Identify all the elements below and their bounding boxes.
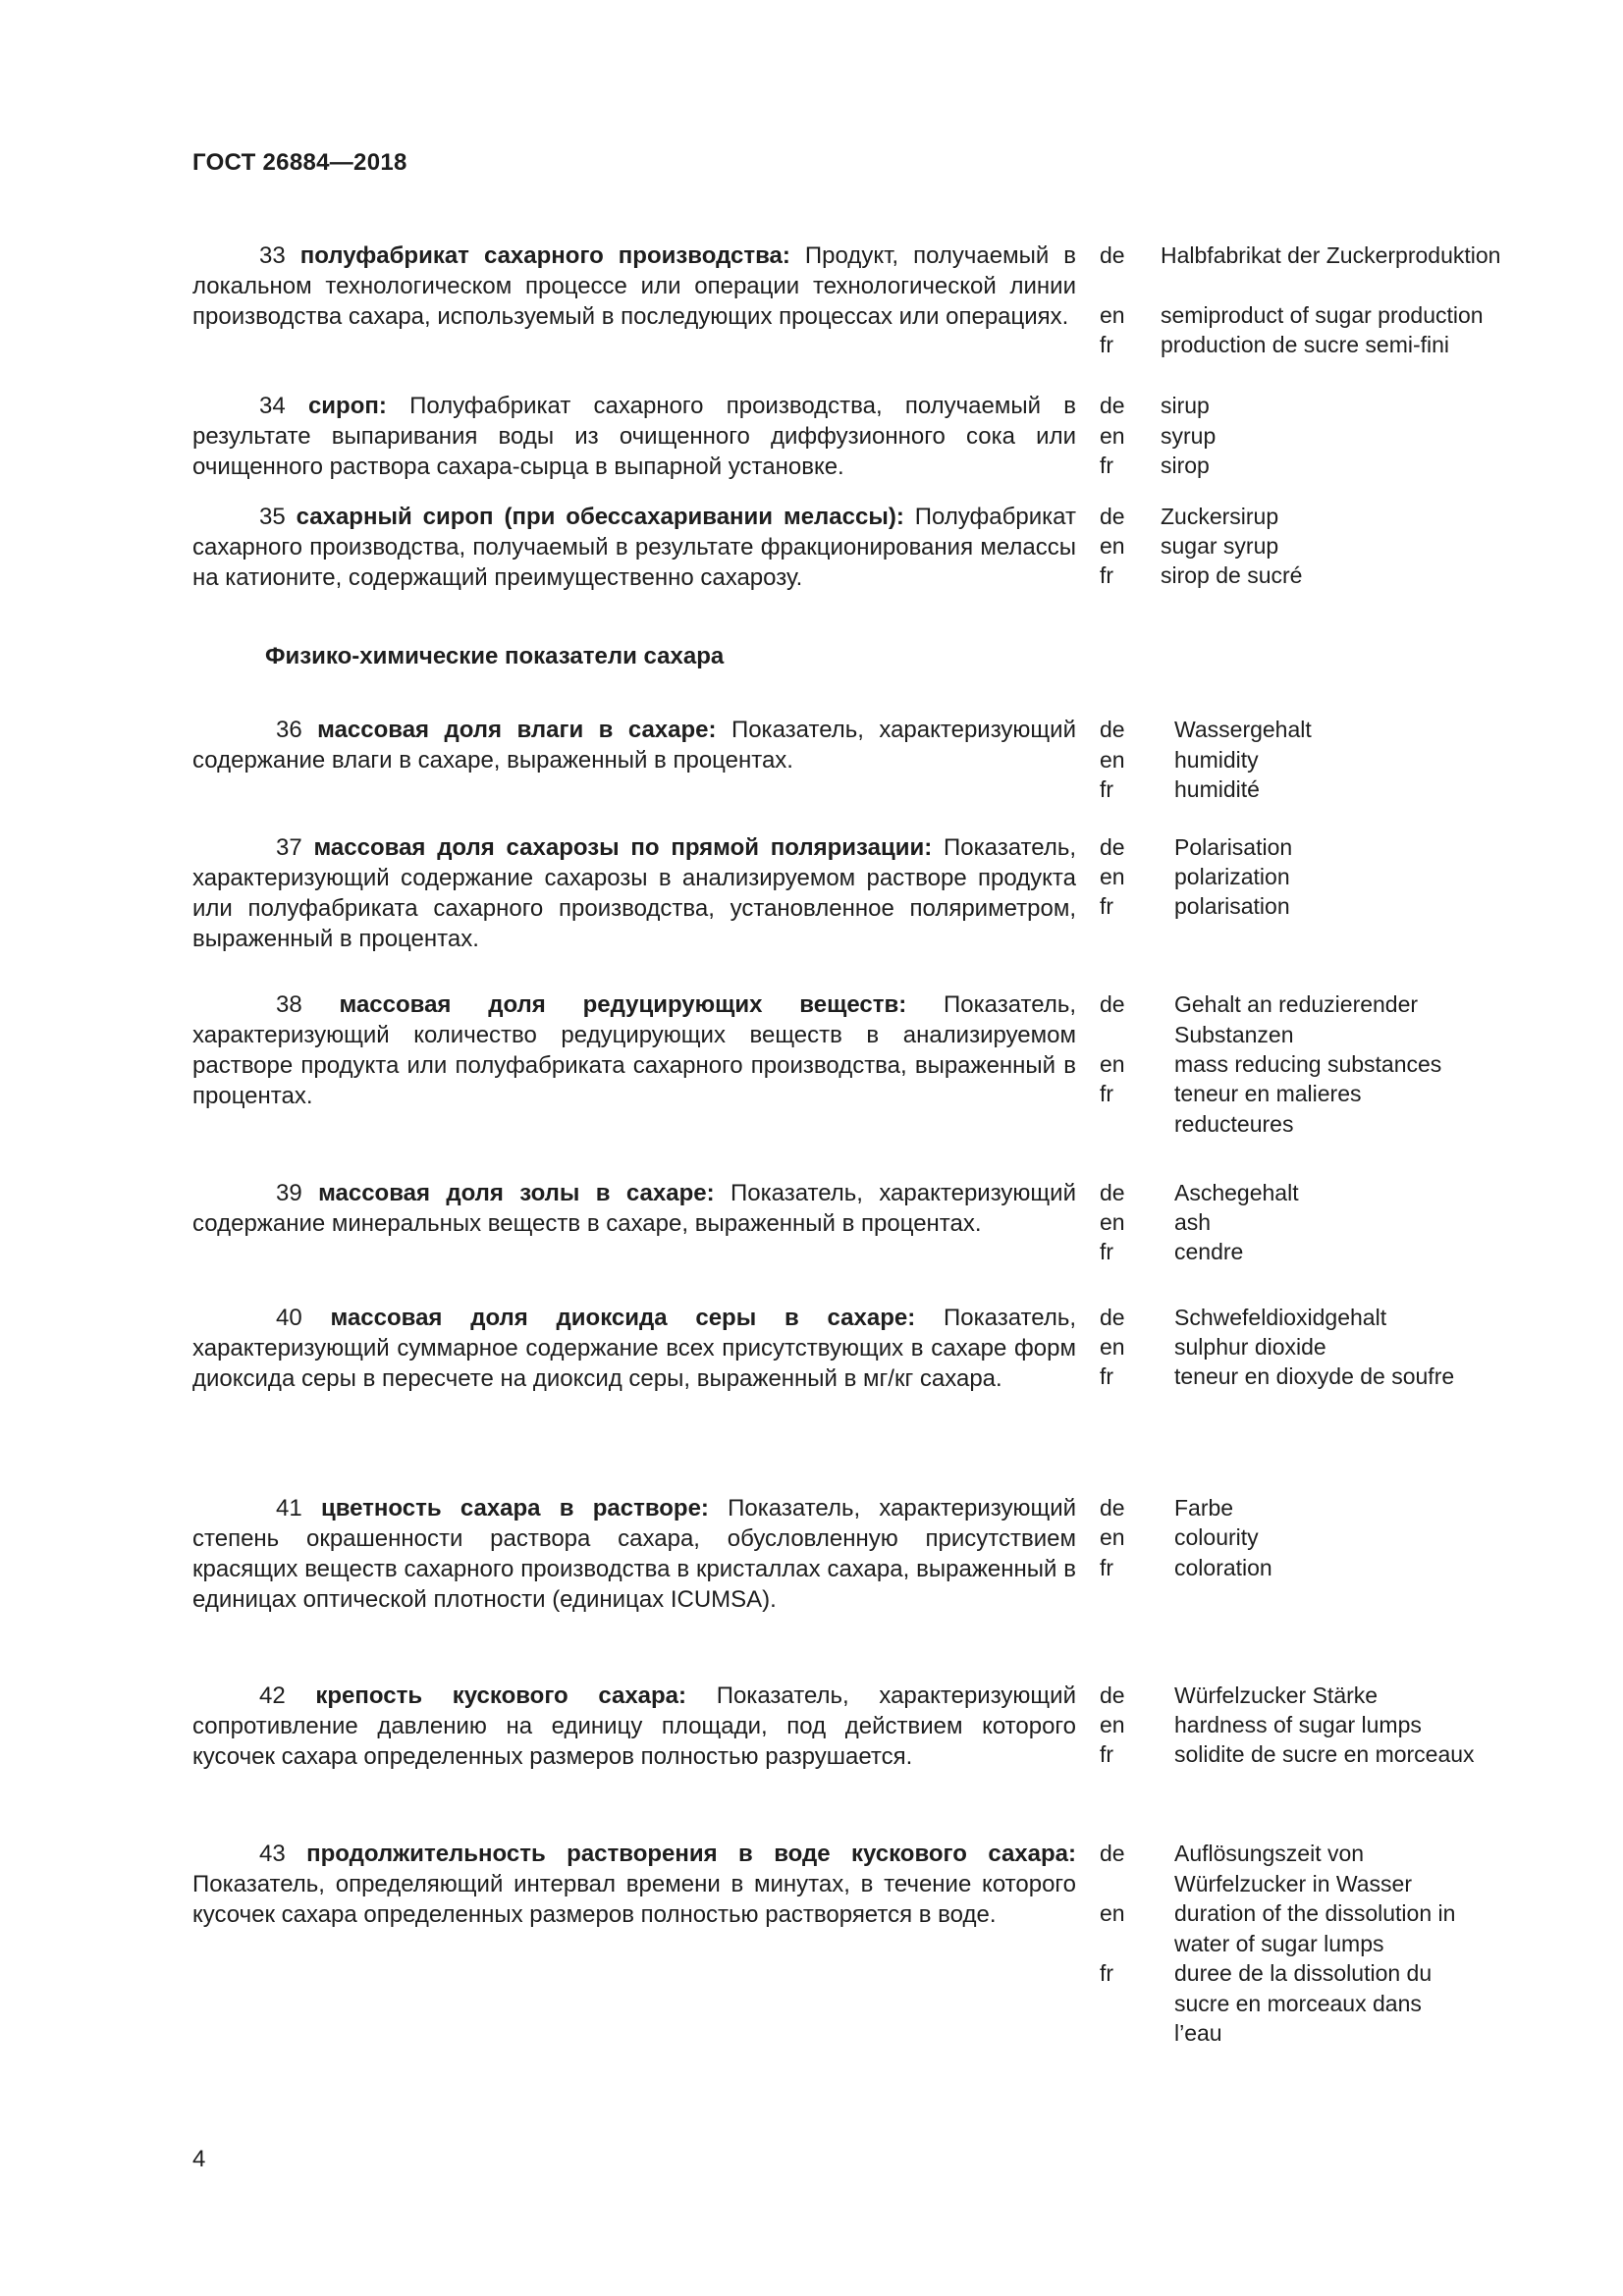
lang-code-de: de — [1100, 504, 1125, 529]
term-name: полуфабрикат сахарного производства: — [299, 242, 790, 269]
term-definition — [192, 832, 1076, 954]
term-name: цветность сахара в растворе: — [320, 1495, 709, 1522]
term-name: массовая доля редуцирующих веществ: — [339, 991, 907, 1018]
term-definition — [192, 989, 1076, 1111]
term-en: sulphur dioxide — [1174, 1334, 1326, 1360]
term-en: colourity — [1174, 1524, 1259, 1550]
term-fr: coloration — [1174, 1555, 1272, 1580]
definition-text: Показатель, характеризующий суммарное содержание всех присутствующих в сахаре форм диоксида серы в пересчете на диоксид серы, выраженный в мг/кг сахара. — [192, 1305, 1077, 1392]
term-en: semiproduct of sugar production — [1161, 302, 1484, 328]
term-name: крепость кускового сахара: — [315, 1682, 687, 1709]
document-header: ГОСТ 26884—2018 — [192, 149, 407, 176]
term-de: Halbfabrikat der Zuckerproduktion — [1161, 242, 1501, 268]
term-number: 39 — [276, 1180, 302, 1206]
lang-code-de: de — [1100, 242, 1125, 268]
term-en: humidity — [1174, 747, 1259, 773]
term-number: 40 — [276, 1305, 302, 1331]
term-name: сироп: — [307, 393, 387, 419]
lang-code-de: de — [1100, 991, 1125, 1017]
lang-code-de: de — [1100, 1841, 1125, 1866]
lang-code-fr: fr — [1100, 1081, 1114, 1106]
lang-code-en: en — [1100, 747, 1125, 773]
definition-text: Показатель, характеризующий содержание сахарозы в анализируемом растворе продукта или полуфабриката сахарного производства, установленное поляриметром, выраженный в процентах. — [192, 834, 1077, 952]
lang-code-fr: fr — [1100, 1960, 1114, 1986]
term-en: sugar syrup — [1161, 533, 1279, 559]
term-name: массовая доля сахарозы по прямой поляризации: — [313, 834, 933, 861]
lang-code-en: en — [1100, 533, 1125, 559]
lang-code-fr: fr — [1100, 893, 1114, 919]
definition-text: Полуфабрикат сахарного производства, получаемый в результате фракционирования мелассы на катионите, содержащий преимущественно сахарозу. — [192, 504, 1076, 591]
lang-code-de: de — [1100, 393, 1125, 418]
lang-code-fr: fr — [1100, 453, 1114, 478]
lang-code-en: en — [1100, 1712, 1125, 1737]
lang-code-fr: fr — [1100, 1741, 1114, 1767]
lang-code-en: en — [1100, 302, 1125, 328]
definition-text: Показатель, характеризующий количество редуцирующих веществ в анализируемом растворе продукта или полуфабриката сахарного производства, выраженный в процентах. — [192, 991, 1076, 1109]
term-definition — [192, 1303, 1076, 1394]
term-fr: duree de la dissolution du sucre en morceaux dans l’eau — [1174, 1960, 1433, 2046]
term-de: Zuckersirup — [1161, 504, 1279, 529]
term-name: массовая доля золы в сахаре: — [318, 1180, 715, 1206]
term-fr: teneur en malieres reducteures — [1174, 1081, 1362, 1137]
term-de: Aschegehalt — [1174, 1180, 1299, 1205]
term-name: массовая доля влаги в сахаре: — [317, 717, 717, 743]
lang-code-en: en — [1100, 1209, 1125, 1235]
term-de: Würfelzucker Stärke — [1174, 1682, 1379, 1708]
definition-text: Показатель, характеризующий сопротивление давлению на единицу площади, под действием которого кусочек сахара определенных размеров полностью разрушается. — [192, 1682, 1076, 1770]
term-fr: sirop — [1161, 453, 1210, 478]
lang-code-fr: fr — [1100, 1363, 1114, 1389]
lang-code-fr: fr — [1100, 1239, 1114, 1264]
definition-text: Показатель, характеризующий содержание минеральных веществ в сахаре, выраженный в процентах. — [192, 1180, 1076, 1237]
term-number: 36 — [276, 717, 302, 743]
term-de: sirup — [1161, 393, 1210, 418]
term-de: Auflösungszeit von Würfelzucker in Wasser — [1174, 1841, 1412, 1896]
lang-code-de: de — [1100, 1495, 1125, 1521]
term-number: 41 — [276, 1495, 302, 1522]
lang-code-de: de — [1100, 1305, 1125, 1330]
definition-text: Полуфабрикат сахарного производства, получаемый в результате выпаривания воды из очищенного диффузионного сока или очищенного раствора сахара-сырца в выпарной установке. — [192, 393, 1077, 480]
lang-code-en: en — [1100, 423, 1125, 449]
lang-code-en: en — [1100, 1900, 1125, 1926]
section-heading: Физико-химические показатели сахара — [265, 643, 725, 669]
term-definition — [192, 1839, 1076, 1930]
term-number: 33 — [259, 242, 286, 269]
term-fr: cendre — [1174, 1239, 1244, 1264]
term-en: polarization — [1174, 864, 1290, 889]
term-number: 38 — [276, 991, 302, 1018]
term-de: Wassergehalt — [1174, 717, 1312, 742]
term-definition — [192, 240, 1076, 332]
term-definition — [192, 502, 1076, 593]
term-de: Gehalt an reduzierender Substanzen — [1174, 991, 1419, 1047]
term-fr: production de sucre semi-fini — [1161, 332, 1450, 357]
definition-text: Продукт, получаемый в локальном технологическом процессе или операции технологической линии производства сахара, используемый в последующих процессах или операциях. — [192, 242, 1077, 330]
lang-code-en: en — [1100, 1051, 1125, 1077]
definition-text: Показатель, характеризующий степень окрашенности раствора сахара, обусловленную присутствием красящих веществ сахарного производства в кристаллах сахара, выраженный в единицах оптической плотности (единицах ICUMSA). — [192, 1495, 1077, 1613]
term-fr: polarisation — [1174, 893, 1290, 919]
term-name: массовая доля диоксида серы в сахаре: — [330, 1305, 916, 1331]
term-definition — [192, 391, 1076, 482]
term-en: hardness of sugar lumps — [1174, 1712, 1422, 1737]
term-number: 42 — [259, 1682, 286, 1709]
term-en: duration of the dissolution in water of sugar lumps — [1174, 1900, 1456, 1956]
term-name: продолжительность растворения в воде кускового сахара: — [306, 1841, 1076, 1867]
lang-code-en: en — [1100, 1334, 1125, 1360]
term-name: сахарный сироп (при обессахаривании мелассы): — [296, 504, 904, 530]
term-de: Schwefeldioxidgehalt — [1174, 1305, 1387, 1330]
term-fr: solidite de sucre en morceaux — [1174, 1741, 1475, 1767]
term-de: Farbe — [1174, 1495, 1234, 1521]
definition-text: Показатель, характеризующий содержание влаги в сахаре, выраженный в процентах. — [192, 717, 1076, 774]
term-number: 34 — [259, 393, 286, 419]
term-definition — [192, 715, 1076, 775]
lang-code-de: de — [1100, 1682, 1125, 1708]
lang-code-de: de — [1100, 834, 1125, 860]
term-de: Polarisation — [1174, 834, 1293, 860]
lang-code-de: de — [1100, 717, 1125, 742]
term-number: 35 — [259, 504, 286, 530]
term-definition — [192, 1493, 1076, 1615]
term-en: mass reducing substances — [1174, 1051, 1442, 1077]
term-fr: sirop de sucré — [1161, 562, 1303, 588]
lang-code-fr: fr — [1100, 1555, 1114, 1580]
term-en: ash — [1174, 1209, 1212, 1235]
lang-code-fr: fr — [1100, 332, 1114, 357]
term-definition — [192, 1681, 1076, 1772]
definition-text: Показатель, определяющий интервал времени в минутах, в течение которого кусочек сахара определенных размеров полностью растворяется в воде. — [192, 1871, 1076, 1928]
term-number: 37 — [276, 834, 302, 861]
page-number: 4 — [192, 2146, 206, 2172]
lang-code-fr: fr — [1100, 562, 1114, 588]
term-fr: teneur en dioxyde de soufre — [1174, 1363, 1455, 1389]
lang-code-en: en — [1100, 864, 1125, 889]
lang-code-fr: fr — [1100, 776, 1114, 802]
term-number: 43 — [259, 1841, 286, 1867]
term-fr: humidité — [1174, 776, 1260, 802]
lang-code-en: en — [1100, 1524, 1125, 1550]
term-en: syrup — [1161, 423, 1217, 449]
term-definition — [192, 1178, 1076, 1239]
lang-code-de: de — [1100, 1180, 1125, 1205]
